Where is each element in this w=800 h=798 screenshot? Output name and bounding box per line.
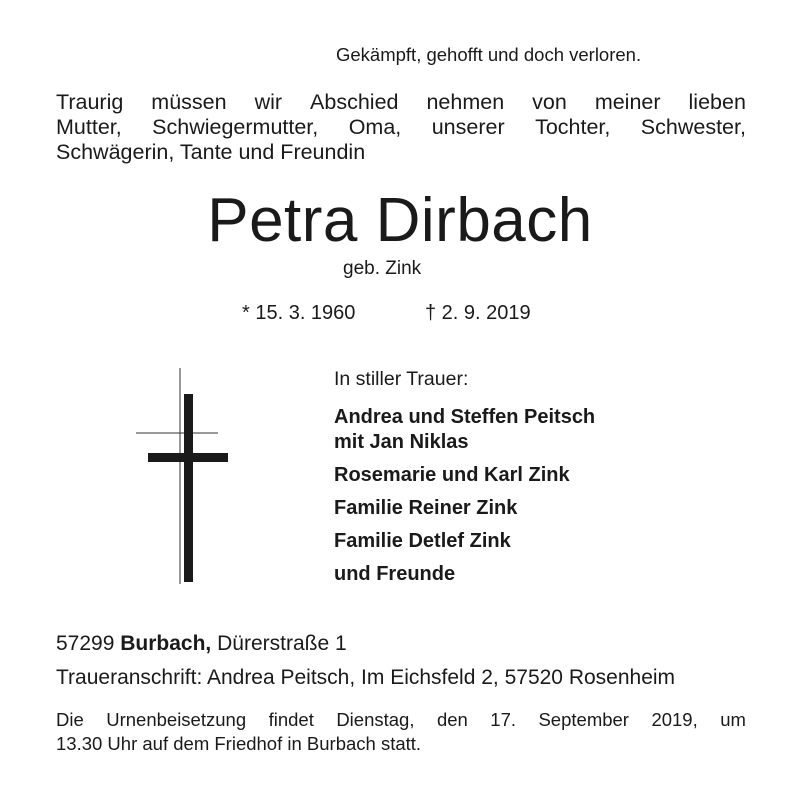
mourning-address: Traueranschrift: Andrea Peitsch, Im Eichsfeld 2, 57520 Rosenheim	[56, 666, 676, 689]
notice-word: September	[538, 709, 629, 730]
mourner-name: Rosemarie und Karl Zink	[334, 464, 570, 486]
postal-code: 57299	[56, 632, 115, 655]
intro-word: Oma,	[348, 115, 402, 139]
mourner-name: mit Jan Niklas	[334, 431, 469, 453]
mourners-block	[334, 368, 595, 591]
cross-icon	[132, 366, 232, 586]
notice-word: um	[720, 709, 746, 730]
intro-line-2	[56, 115, 746, 140]
intro-word: nehmen	[426, 90, 505, 114]
intro-word: meiner	[594, 90, 661, 114]
notice-line-2	[56, 732, 746, 756]
notice-word: Urnenbeisetzung	[106, 709, 247, 730]
intro-word: Mutter,	[56, 115, 122, 139]
mourner-name: Familie Reiner Zink	[334, 497, 518, 519]
birth-date: * 15. 3. 1960	[242, 302, 356, 324]
notice-word: findet	[268, 709, 314, 730]
maiden-name: geb. Zink	[343, 258, 422, 279]
intro-word: Schwägerin, Tante und Freundin	[56, 140, 366, 164]
intro-word: Schwester,	[640, 115, 746, 139]
intro-word: von	[532, 90, 567, 114]
notice-word: den	[436, 709, 468, 730]
intro-word: Tochter,	[535, 115, 611, 139]
mourner-name: Familie Detlef Zink	[334, 530, 511, 552]
intro-line-1	[56, 90, 746, 115]
deceased-name: Petra Dirbach	[207, 186, 593, 255]
notice-word: 13.30 Uhr auf dem Friedhof in Burbach statt.	[56, 733, 422, 754]
intro-word: lieben	[688, 90, 746, 114]
burial-notice	[56, 708, 746, 756]
intro-word: wir	[254, 90, 283, 114]
intro-word: Abschied	[310, 90, 399, 114]
notice-word: Dienstag,	[336, 709, 415, 730]
mourner-name: Andrea und Steffen Peitsch	[334, 406, 596, 428]
mourner-name: und Freunde	[334, 563, 456, 585]
intro-word: unserer	[431, 115, 505, 139]
notice-line-1	[56, 708, 746, 732]
mourners-lead: In stiller Trauer:	[334, 368, 469, 390]
intro-word: Traurig	[56, 90, 124, 114]
intro-line-3	[56, 140, 746, 165]
intro-text	[56, 90, 746, 165]
home-address	[56, 632, 347, 656]
motto: Gekämpft, gehofft und doch verloren.	[336, 44, 642, 65]
intro-word: müssen	[151, 90, 227, 114]
notice-word: 2019,	[651, 709, 698, 730]
death-date: † 2. 9. 2019	[425, 302, 531, 324]
street: Dürerstraße 1	[217, 632, 347, 655]
town: Burbach,	[120, 632, 212, 655]
intro-word: Schwiegermutter,	[152, 115, 319, 139]
notice-word: Die	[56, 709, 84, 730]
notice-word: 17.	[490, 709, 516, 730]
